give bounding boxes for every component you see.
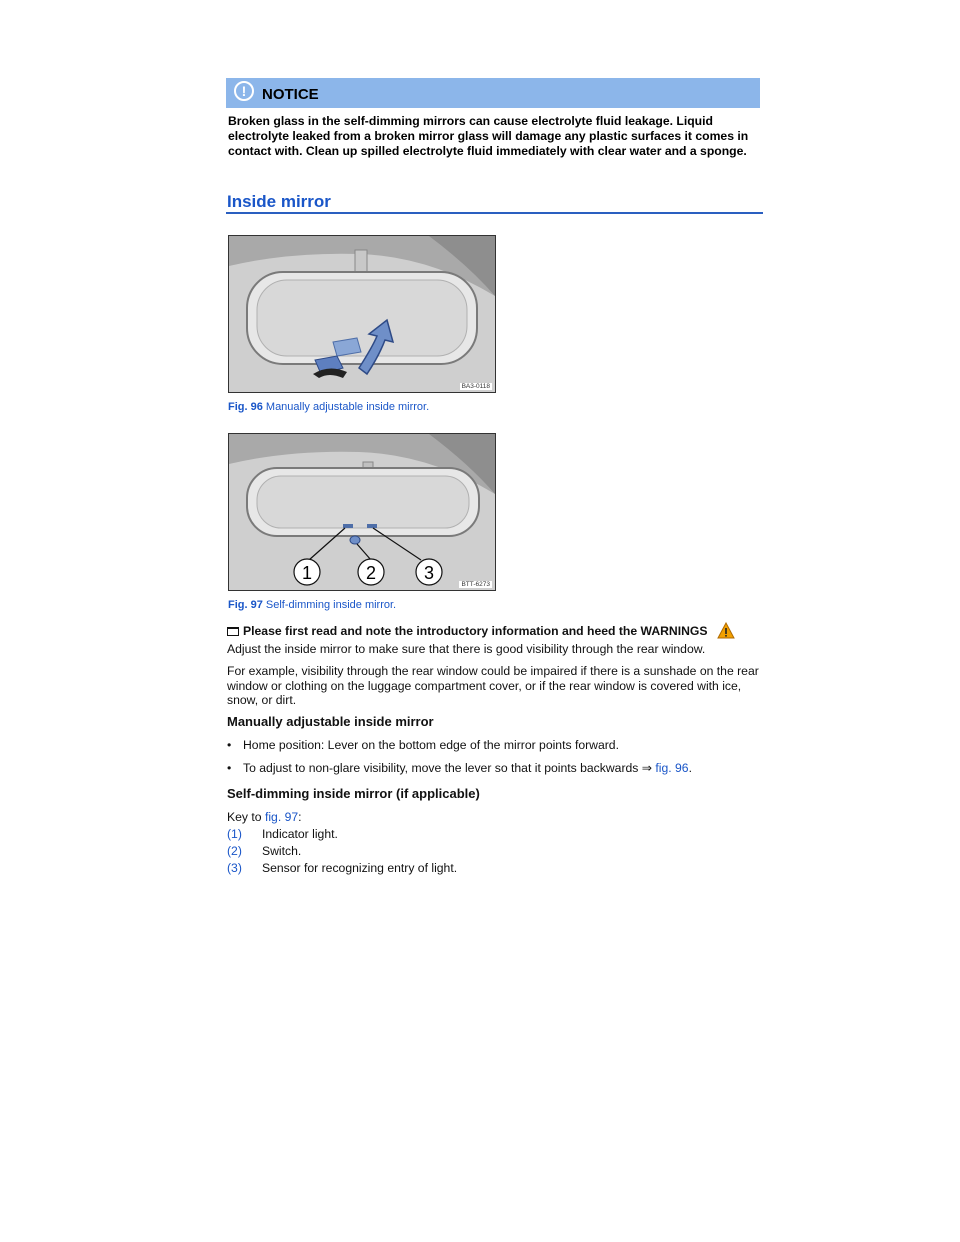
- fig-97-link[interactable]: fig. 97: [264, 810, 299, 824]
- key-number: (1): [227, 827, 242, 841]
- caption-label: Fig. 97: [228, 599, 263, 611]
- key-number: (3): [227, 861, 242, 875]
- key-text: Sensor for recognizing entry of light.: [262, 861, 458, 875]
- section-title: Inside mirror: [227, 192, 331, 211]
- bullet-item: • Home position: Lever on the bottom edge of the mirror points forward.: [227, 738, 619, 752]
- key-item: [227, 827, 338, 841]
- caption-text: Self-dimming inside mirror.: [265, 599, 397, 611]
- warning-triangle-icon: [717, 622, 735, 639]
- caption-label: Fig. 96: [228, 401, 263, 413]
- figure-code: BTT-6273: [461, 581, 490, 588]
- bullet-text: To adjust to non-glare visibility, move the lever so that it points backwards ⇒: [243, 761, 652, 775]
- self-dimming-mirror-illustration: [229, 434, 495, 590]
- figure-self-dimming-mirror: [228, 433, 496, 591]
- callout-2: 2: [365, 563, 377, 583]
- callout-3: 3: [423, 563, 435, 583]
- figure-caption-96: [228, 401, 429, 413]
- book-icon: [227, 627, 239, 636]
- key-line: Key to fig. 97:: [227, 810, 302, 824]
- bullet-item: • To adjust to non-glare visibility, move the lever so that it points backwards ⇒ fig. 96.: [227, 761, 692, 775]
- bullet-text: Home position: Lever on the bottom edge of the mirror points forward.: [243, 738, 619, 752]
- key-item: [227, 844, 301, 858]
- paragraph-2: For example, visibility through the rear window could be impaired if there is a sunshade on the rear window or clothing on the luggage compartment cover, or if the rear window is covered with ice, snow, or dirt.: [227, 664, 759, 707]
- self-dimming-heading: Self-dimming inside mirror (if applicable): [227, 786, 480, 801]
- exclamation-circle-icon: !: [234, 81, 254, 101]
- figure-manual-mirror: [228, 235, 496, 393]
- section-divider: [226, 212, 763, 214]
- manual-heading: Manually adjustable inside mirror: [227, 714, 434, 729]
- intro-text: Please first read and note the introductory information and heed the WARNINGS: [243, 624, 708, 638]
- manual-mirror-illustration: [229, 236, 495, 392]
- fig-96-link[interactable]: fig. 96: [655, 761, 689, 775]
- notice-title: NOTICE: [262, 86, 319, 103]
- notice-banner: [226, 78, 760, 108]
- key-number: (2): [227, 844, 242, 858]
- intro-line: [227, 622, 767, 639]
- key-text: Switch.: [262, 844, 302, 858]
- key-text: Indicator light.: [262, 827, 338, 841]
- paragraph-1: Adjust the inside mirror to make sure that there is good visibility through the rear window.: [227, 642, 706, 656]
- figure-caption-97: [228, 599, 396, 611]
- notice-body: Broken glass in the self-dimming mirrors can cause electrolyte fluid leakage. Liquid electrolyte leaked from a broken mirror glass will damage any plastic surfaces it comes in contact with. Clean up spilled electrolyte fluid immediately with clear water and a sponge.: [228, 114, 749, 158]
- caption-text: Manually adjustable inside mirror.: [265, 401, 430, 413]
- figure-code: BA3-0118: [461, 383, 490, 390]
- key-item: [227, 861, 457, 875]
- callout-1: 1: [301, 563, 313, 583]
